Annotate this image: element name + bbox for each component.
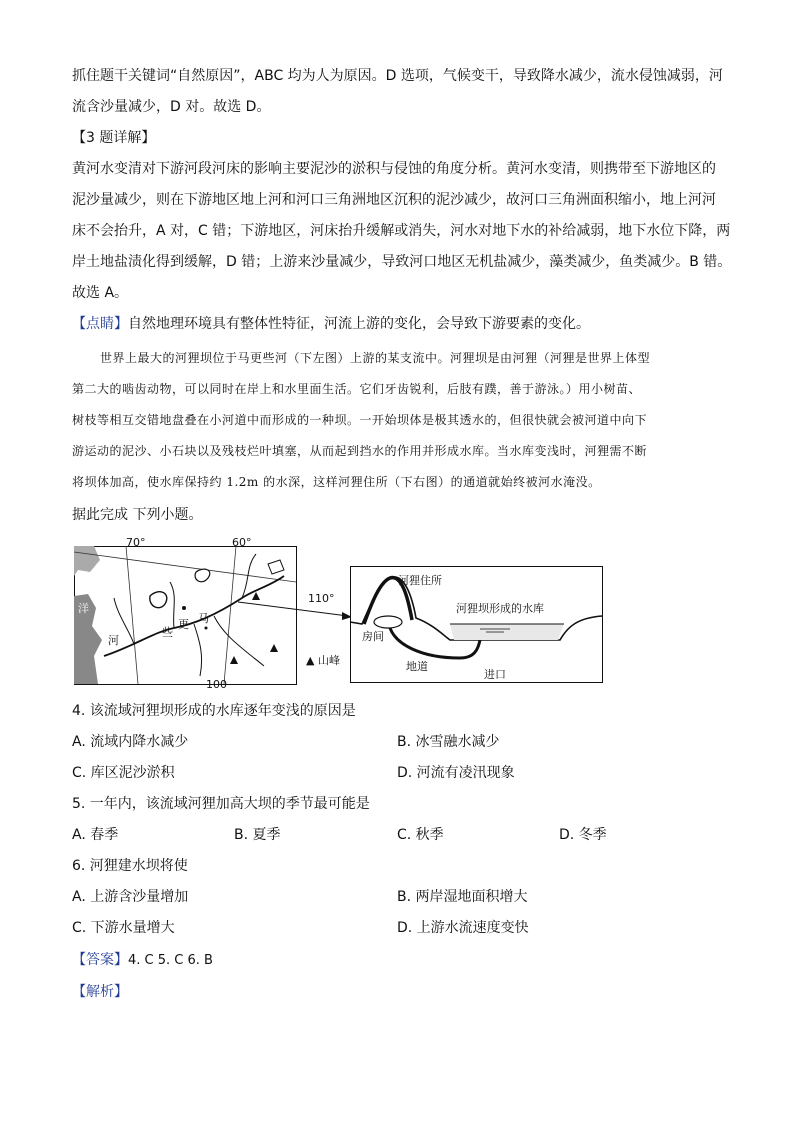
q6-option-c[interactable]: C. 下游水量增大 [72, 920, 175, 936]
passage-line-3: 树枝等相互交错地盘叠在小河道中而形成的一种坝。一开始坝体是极其透水的，但很快就会被河道中向下 [72, 413, 648, 427]
answer-line [72, 950, 213, 971]
beaver-lodge-diagram [350, 566, 604, 684]
dianjing-label: 【点睛】 [72, 316, 128, 332]
q5-option-a[interactable]: A. 春季 [72, 827, 119, 843]
answer-label: 【答案】 [72, 952, 128, 968]
dianjing-line [72, 314, 590, 334]
sea-label-1: 洋 [78, 602, 89, 615]
q5-option-b[interactable]: B. 夏季 [234, 827, 281, 843]
q5-option-d[interactable]: D. 冬季 [559, 827, 607, 843]
lon-70-label: 70° [126, 536, 146, 549]
room-label: 房间 [362, 630, 384, 643]
analysis-label: 【解析】 [72, 984, 128, 1000]
connector-arrow [236, 594, 356, 624]
q5-option-c[interactable]: C. 秋季 [397, 827, 444, 843]
lon-60-label: 60° [232, 536, 252, 549]
explanation-line-1: 抓住题干关键词“自然原因”，ABC 均为人为原因。D 选项，气候变干，导致降水减少，流水侵蚀减弱，河 [72, 68, 723, 84]
river-char-2: 更 [178, 618, 189, 631]
sea-label-2: 河 [108, 634, 119, 647]
legend-text: 山峰 [317, 654, 340, 667]
map-legend [306, 651, 340, 671]
question-4-stem: 4. 该流域河狸坝形成的水库逐年变浅的原因是 [72, 703, 356, 719]
mountain-peak-icon: ▲ [306, 654, 315, 667]
lodge-label: 河狸住所 [398, 574, 442, 587]
river-char-3: 马 [198, 612, 209, 625]
answer-text: 4. C 5. C 6. B [128, 953, 213, 968]
entrance-label: 进口 [484, 668, 506, 681]
q4-option-c[interactable]: C. 库区泥沙淤积 [72, 765, 175, 781]
q3-detail-header: 【3 题详解】 [72, 130, 156, 146]
question-6-stem: 6. 河狸建水坝将使 [72, 858, 188, 874]
passage-line-2: 第二大的啮齿动物，可以同时在岸上和水里面生活。它们牙齿锐利，后肢有蹼，善于游泳。）用小树苗、 [72, 382, 642, 396]
q4-option-d[interactable]: D. 河流有凌汛现象 [397, 765, 515, 781]
passage-line-1: 世界上最大的河狸坝位于马更些河（下左图）上游的某支流中。河狸坝是由河狸（河狸是世界上体型 [100, 351, 651, 365]
question-5-stem: 5. 一年内，该流域河狸加高大坝的季节最可能是 [72, 796, 370, 812]
q4-option-a[interactable]: A. 流域内降水减少 [72, 734, 189, 750]
explanation-line-5: 泥沙量减少，则在下游地区地上河和河口三角洲地区沉积的泥沙减少，故河口三角洲面积缩小，地上河河 [72, 192, 716, 208]
passage-line-5: 将坝体加高，使水库保持约 1.2m 的水深，这样河狸住所（下右图）的通道就始终被河水淹没。 [72, 475, 601, 489]
bottom-partial-label: 100 [206, 678, 227, 688]
lodge-room [374, 616, 402, 628]
explanation-line-4: 黄河水变清对下游河段河床的影响主要泥沙的淤积与侵蚀的角度分析。黄河水变清，则携带至下游地区的 [72, 161, 716, 177]
passage-line-4: 游运动的泥沙、小石块以及残枝烂叶填塞，从而起到挡水的作用并形成水库。当水库变浅时，河狸需不断 [72, 444, 648, 458]
tunnel-label: 地道 [406, 660, 428, 673]
dianjing-text: 自然地理环境具有整体性特征，河流上游的变化，会导致下游要素的变化。 [128, 316, 590, 332]
explanation-line-7: 岸土地盐渍化得到缓解，D 错；上游来沙量减少，导致河口地区无机盐减少，藻类减少，鱼类减少。B 错。 [72, 254, 732, 270]
reservoir-label: 河狸坝形成的水库 [456, 602, 544, 615]
river-char-1: 些 [162, 626, 173, 639]
q6-option-b[interactable]: B. 两岸湿地面积增大 [397, 889, 528, 905]
q4-option-b[interactable]: B. 冰雪融水减少 [397, 734, 500, 750]
q6-option-d[interactable]: D. 上游水流速度变快 [397, 920, 529, 936]
explanation-line-6: 床不会抬升，A 对，C 错；下游地区，河床抬升缓解或消失，河水对地下水的补给减弱，地下水位下降，两 [72, 223, 731, 239]
explanation-line-2: 流含沙量减少，D 对。故选 D。 [72, 99, 271, 115]
instruction: 据此完成 下列小题。 [72, 507, 203, 523]
explanation-line-8: 故选 A。 [72, 285, 129, 301]
lon-110-label: 110° [308, 592, 335, 605]
q6-option-a[interactable]: A. 上游含沙量增加 [72, 889, 189, 905]
